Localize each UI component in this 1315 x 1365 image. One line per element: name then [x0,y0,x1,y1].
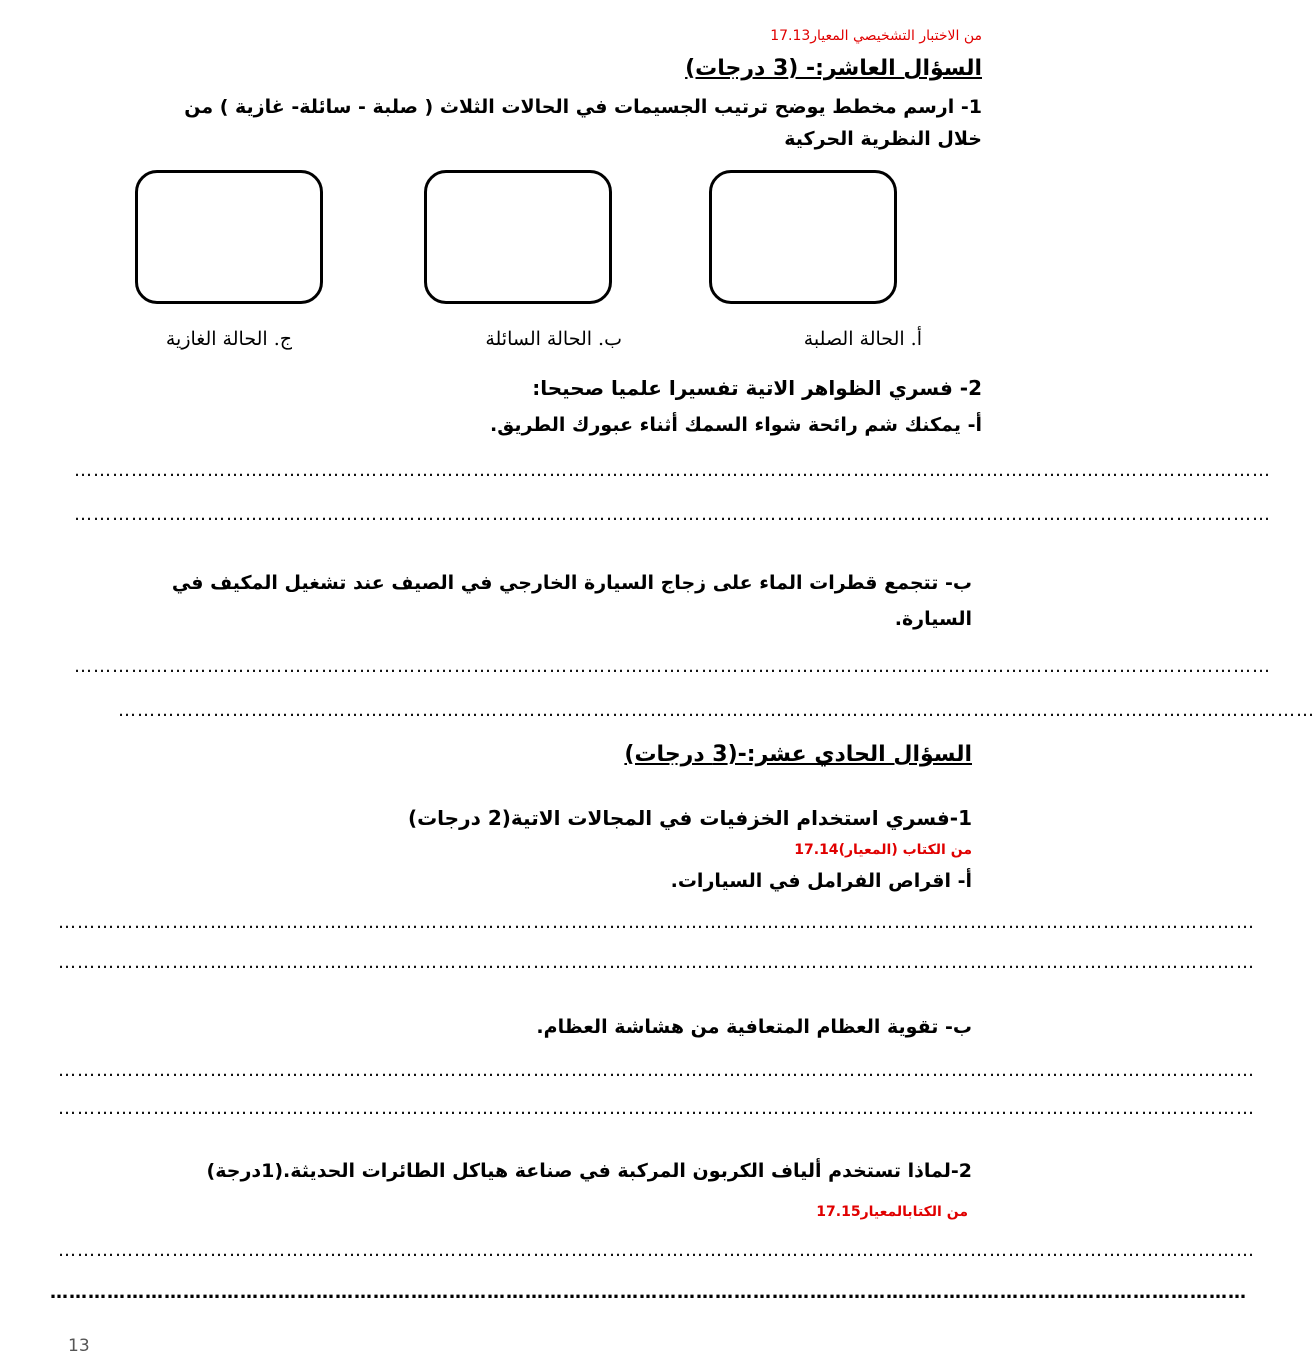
q10-item2-a: أ- يمكنك شم رائحة شواء السمك أثناء عبورك الطريق. [489,414,982,436]
answer-line[interactable]: ……………………………………………………………………………………………………………………………………………………………………… [58,1098,1255,1119]
answer-line[interactable]: ……………………………………………………………………………………………………………………………………………………………………… [58,952,1255,973]
q10-item1-line2: خلال النظرية الحركية [784,128,982,150]
label-solid-state: أ. الحالة الصلبة [803,328,922,350]
reference-note-2: من الكتاب (المعيار)17.14 [794,842,972,858]
reference-note-1: من الاختبار التشخيصي المعيار17.13 [770,28,982,44]
q10-item1-line1: 1- ارسم مخطط يوضح ترتيب الجسيمات في الحالات الثلاث ( صلبة - سائلة- غازية ) من [184,96,982,118]
q10-item2-title: 2- فسري الظواهر الاتية تفسيرا علميا صحيحا: [532,376,982,400]
q10-item2-b-line1: ب- تتجمع قطرات الماء على زجاج السيارة الخارجي في الصيف عند تشغيل المكيف في [171,572,972,594]
q11-item1-b: ب- تقوية العظام المتعافية من هشاشة العظام. [536,1016,972,1038]
answer-line[interactable]: ……………………………………………………………………………………………………………………………………………………………………… [118,700,1315,721]
answer-line[interactable]: ……………………………………………………………………………………………………………………………………………………………………… [58,1060,1255,1081]
page-number: 13 [68,1336,90,1356]
q10-item2-b-line2: السيارة. [894,608,972,630]
question-10-title: السؤال العاشر:- (3 درجات) [685,56,982,81]
answer-line[interactable]: ……………………………………………………………………………………………………………………………………………………………………… [74,504,1271,525]
answer-line[interactable]: ……………………………………………………………………………………………………………………………………………………………………… [74,460,1271,481]
drawing-box-liquid[interactable] [424,170,612,304]
answer-line[interactable]: ……………………………………………………………………………………………………………………………………………………………………… [74,656,1271,677]
reference-note-3: من الكتابالمعيار17.15 [816,1204,968,1220]
answer-line[interactable]: ……………………………………………………………………………………………………………………………………………………………………… [58,912,1255,933]
answer-line[interactable]: ……………………………………………………………………………………………………………………………………………………………………… [58,1240,1255,1261]
q11-item1-title: 1-فسري استخدام الخزفيات في المجالات الاتية(2 درجات) [407,806,972,830]
label-liquid-state: ب. الحالة السائلة [485,328,622,350]
q11-item1-a: أ- اقراص الفرامل في السيارات. [670,870,972,892]
label-gas-state: ج. الحالة الغازية [165,328,292,350]
drawing-box-gas[interactable] [135,170,323,304]
answer-line[interactable]: ……………………………………………………………………………………………………………………………………………………………………… [50,1282,1247,1303]
question-11-title: السؤال الحادي عشر:-(3 درجات) [624,742,972,767]
drawing-box-solid[interactable] [709,170,897,304]
q11-item2: 2-لماذا تستخدم ألياف الكربون المركبة في صناعة هياكل الطائرات الحديثة.(1درجة) [206,1160,972,1182]
